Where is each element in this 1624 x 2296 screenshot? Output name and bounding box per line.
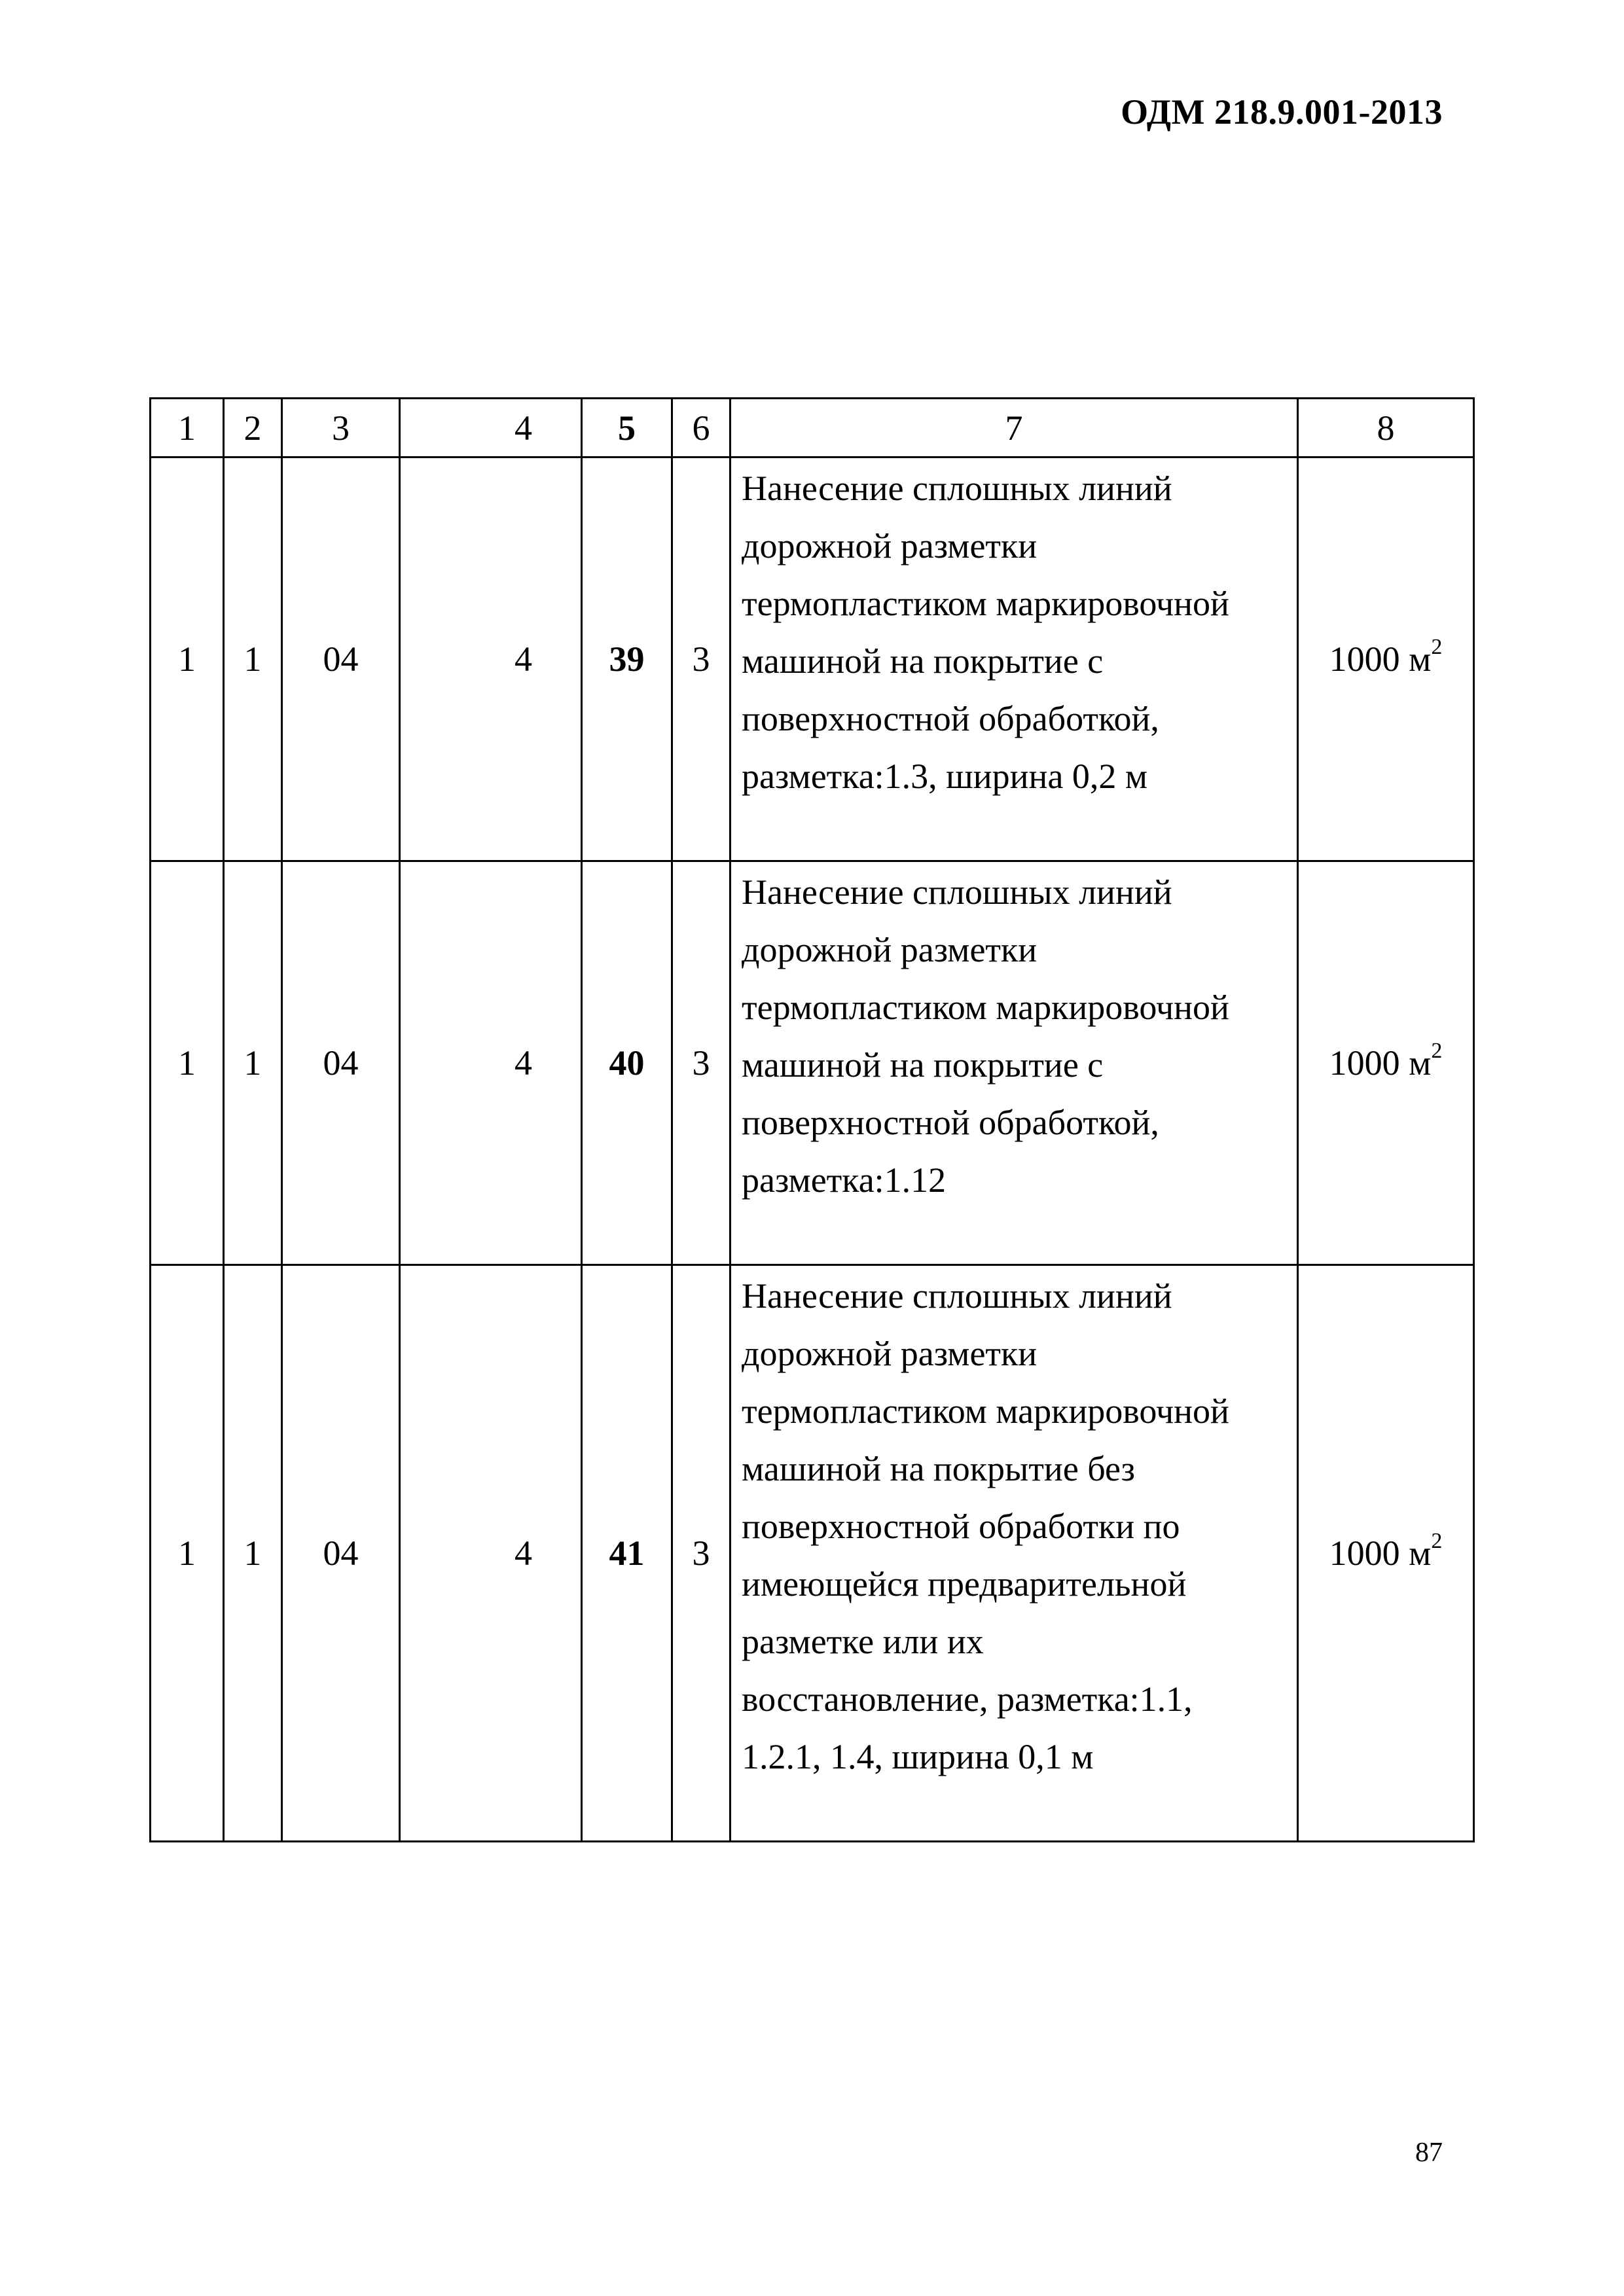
column-header: 7 [731, 399, 1298, 457]
unit-superscript: 2 [1431, 635, 1443, 659]
cell-col1: 1 [151, 457, 224, 861]
document-code: ОДМ 218.9.001-2013 [1121, 92, 1443, 132]
column-header: 6 [672, 399, 731, 457]
description-line: дорожной разметки [742, 526, 1038, 565]
unit-superscript: 2 [1431, 1039, 1443, 1063]
description-line: дорожной разметки [742, 1334, 1038, 1373]
work-description [731, 1265, 1298, 1842]
cell-col6: 3 [672, 457, 731, 861]
unit-of-measure [1298, 457, 1474, 861]
cell-col3: 04 [282, 861, 400, 1265]
work-description [731, 457, 1298, 861]
unit-of-measure [1298, 861, 1474, 1265]
cell-col2: 1 [224, 1265, 282, 1842]
description-line: машиной на покрытие без [742, 1449, 1136, 1488]
cell-col4: 4 [400, 861, 582, 1265]
cell-col5-item-number: 39 [582, 457, 672, 861]
column-header: 1 [151, 399, 224, 457]
description-line: 1.2.1, 1.4, ширина 0,1 м [742, 1737, 1094, 1776]
column-header: 2 [224, 399, 282, 457]
column-header: 5 [582, 399, 672, 457]
description-line: термопластиком маркировочной [742, 988, 1229, 1027]
table-row [151, 861, 1474, 1265]
unit-text: 1000 м [1329, 639, 1432, 679]
description-line: разметка:1.12 [742, 1160, 947, 1200]
cell-col2: 1 [224, 457, 282, 861]
cell-col5-item-number: 40 [582, 861, 672, 1265]
description-line: машиной на покрытие с [742, 641, 1104, 681]
cell-col3: 04 [282, 457, 400, 861]
cell-col1: 1 [151, 1265, 224, 1842]
column-header: 8 [1298, 399, 1474, 457]
description-line: Нанесение сплошных линий [742, 872, 1172, 912]
description-line: разметке или их [742, 1622, 984, 1661]
norm-table [149, 397, 1475, 1842]
description-line: восстановление, разметка:1.1, [742, 1679, 1193, 1719]
unit-text: 1000 м [1329, 1043, 1432, 1083]
cell-col6: 3 [672, 861, 731, 1265]
cell-col4: 4 [400, 1265, 582, 1842]
table-header-row [151, 399, 1474, 457]
page-number: 87 [1415, 2138, 1443, 2168]
unit-of-measure [1298, 1265, 1474, 1842]
description-line: поверхностной обработки по [742, 1507, 1180, 1546]
column-header: 4 [400, 399, 582, 457]
work-description [731, 861, 1298, 1265]
table-row [151, 1265, 1474, 1842]
description-line: термопластиком маркировочной [742, 1391, 1229, 1431]
cell-col2: 1 [224, 861, 282, 1265]
description-line: имеющейся предварительной [742, 1564, 1187, 1604]
unit-superscript: 2 [1431, 1529, 1443, 1553]
column-header: 3 [282, 399, 400, 457]
cell-col1: 1 [151, 861, 224, 1265]
cell-col5-item-number: 41 [582, 1265, 672, 1842]
table-row [151, 457, 1474, 861]
description-line: разметка:1.3, ширина 0,2 м [742, 757, 1148, 796]
description-line: дорожной разметки [742, 930, 1038, 969]
description-line: термопластиком маркировочной [742, 584, 1229, 623]
description-line: поверхностной обработкой, [742, 699, 1159, 738]
description-line: Нанесение сплошных линий [742, 469, 1172, 508]
description-line: поверхностной обработкой, [742, 1103, 1159, 1142]
description-line: Нанесение сплошных линий [742, 1276, 1172, 1316]
description-line: машиной на покрытие с [742, 1045, 1104, 1085]
cell-col3: 04 [282, 1265, 400, 1842]
cell-col6: 3 [672, 1265, 731, 1842]
cell-col4: 4 [400, 457, 582, 861]
unit-text: 1000 м [1329, 1534, 1432, 1573]
